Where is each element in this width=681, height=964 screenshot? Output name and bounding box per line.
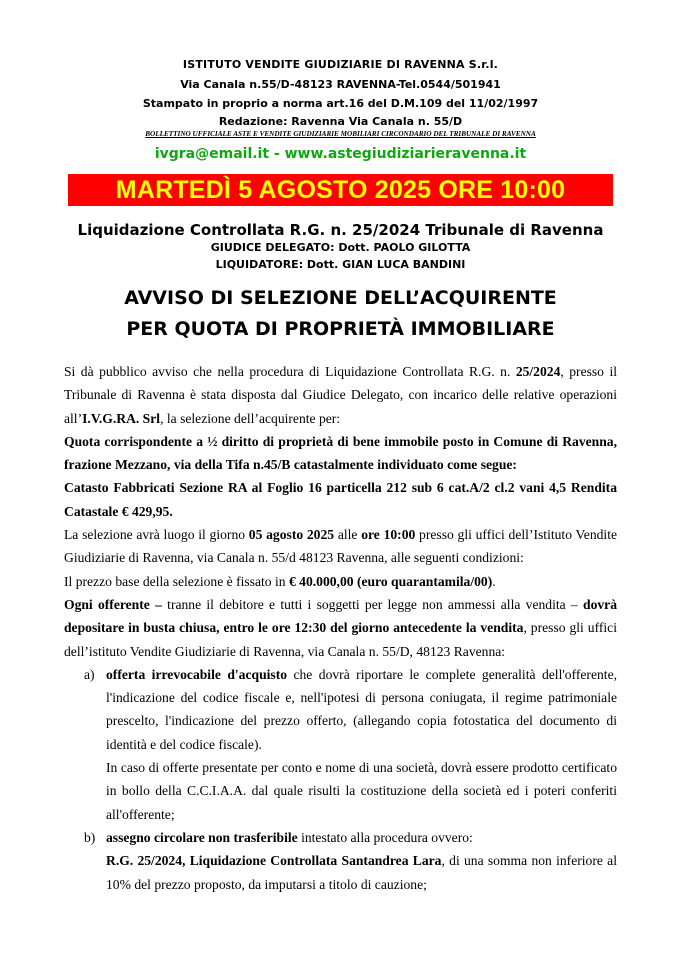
list-item-a — [64, 663, 617, 826]
text-run: Il prezzo base della selezione è fissato in — [64, 573, 289, 589]
text-run: Si dà pubblico avviso che nella procedura di Liquidazione Controllata R.G. n. — [64, 364, 516, 379]
printing-note: Stampato in proprio a norma art.16 del D.M.109 del 11/02/1997 — [142, 97, 539, 110]
text-run: dovrà — [583, 596, 617, 612]
notice-body — [64, 360, 617, 896]
company-address: Via Canala n.55/D-48123 RAVENNA-Tel.0544/501941 — [180, 78, 501, 91]
text-run: R.G. 25/2024, Liquidazione Controllata Santandrea Lara — [106, 853, 442, 869]
list-marker: a) — [84, 666, 95, 682]
text-run: tranne il debitore e tutti i soggetti per legge non ammessi alla vendita – — [161, 596, 584, 612]
text-run: intestato alla procedura ovvero: — [297, 829, 473, 845]
list-marker: b) — [84, 829, 96, 845]
sale-time: ore 10:00 — [361, 527, 416, 543]
notice-title-line-1: AVVISO DI SELEZIONE DELL’ACQUIRENTE — [124, 287, 557, 309]
text-run: all’ — [64, 410, 83, 426]
text-run: assegno circolare non trasferibile — [106, 829, 298, 845]
procedure-title: Liquidazione Controllata R.G. n. 25/2024 Tribunale di Ravenna — [77, 221, 604, 239]
body-line — [106, 663, 617, 686]
body-line: 10% del prezzo proposto, da imputarsi a titolo di cauzione; — [106, 876, 427, 892]
quota-line: frazione Mezzano, via della Tifa n.45/B catastalmente individuato come segue: — [64, 457, 517, 473]
contact-line: ivgra@email.it - www.astegiudiziarieravenna.it — [154, 146, 527, 162]
company-acronym: I.V.G.RA. Srl — [82, 410, 161, 426]
company-name: ISTITUTO VENDITE GIUDIZIARIE DI RAVENNA S.r.l. — [182, 58, 499, 71]
auction-date-banner: MARTEDÌ 5 AGOSTO 2025 ORE 10:00 — [68, 174, 613, 206]
text-run: Ogni offerente – — [64, 596, 162, 612]
cadastral-line: Catastale € 429,95. — [64, 503, 173, 519]
body-line — [64, 570, 617, 593]
body-line — [64, 616, 617, 639]
body-line — [64, 360, 617, 383]
body-line — [64, 407, 617, 430]
text-run: . — [492, 573, 496, 589]
text-run: alle — [334, 527, 362, 543]
text-run: offerta irrevocabile d'acquisto — [106, 666, 288, 682]
body-line — [106, 849, 617, 872]
text-run: che dovrà riportare le complete generalità dell'offerente, — [287, 666, 617, 682]
list-item-b — [64, 826, 617, 896]
liquidator: LIQUIDATORE: Dott. GIAN LUCA BANDINI — [215, 258, 466, 271]
body-line: dell’istituto Vendite Giudiziarie di Ravenna, via Canala n. 55/D, 48123 Ravenna: — [64, 643, 506, 659]
text-run: , di una somma non inferiore al — [441, 853, 617, 869]
body-line: prescelto, l'indicazione del prezzo offerto, (allegando copia fotostatica del documento di — [106, 713, 617, 729]
notice-title-line-2: PER QUOTA DI PROPRIETÀ IMMOBILIARE — [126, 318, 555, 340]
procedure-number: 25/2024 — [515, 364, 561, 379]
bulletin-line: BOLLETTINO UFFICIALE ASTE E VENDITE GIUDIZIARIE MOBILIARI CIRCONDARIO DEL TRIBUNALE DI RAVENNA — [145, 130, 536, 138]
body-line: identità e del codice fiscale). — [106, 736, 262, 752]
text-run: , la selezione dell’acquirente per: — [160, 410, 341, 426]
body-line: Giudiziarie di Ravenna, via Canala n. 55/d 48123 Ravenna, alle seguenti condizioni: — [64, 550, 524, 566]
body-line: in bollo della C.C.I.A.A. dal quale risulti la costituzione della società ed i poteri conferiti — [106, 783, 617, 799]
text-run: , presso gli uffici — [523, 620, 617, 636]
body-line — [64, 523, 617, 546]
body-line: l'indicazione del codice fiscale e, nell'ipotesi di persona coniugata, il regime patrimoniale — [106, 690, 617, 706]
deposit-deadline: depositare in busta chiusa, entro le ore 12:30 del giorno antecedente la vendita — [64, 620, 524, 636]
body-line: In caso di offerte presentate per conto e nome di una società, dovrà essere prodotto certificato — [106, 760, 617, 776]
sale-date: 05 agosto 2025 — [248, 527, 335, 543]
delegated-judge: GIUDICE DELEGATO: Dott. PAOLO GILOTTA — [210, 241, 471, 254]
editorial-office: Redazione: Ravenna Via Canala n. 55/D — [218, 115, 463, 128]
base-price: € 40.000,00 (euro quarantamila/00) — [288, 573, 493, 589]
body-line — [64, 593, 617, 616]
text-run: presso gli uffici dell’Istituto Vendite — [415, 527, 618, 543]
text-run: La selezione avrà luogo il giorno — [64, 527, 249, 543]
cadastral-line: Catasto Fabbricati Sezione RA al Foglio 16 particella 212 sub 6 cat.A/2 cl.2 vani 4,5 Rendita — [64, 480, 617, 496]
body-line — [106, 826, 617, 849]
text-run: , presso il — [560, 364, 617, 379]
quota-line: Quota corrispondente a ½ diritto di proprietà di bene immobile posto in Comune di Ravenna, — [64, 433, 617, 449]
body-line: Tribunale di Ravenna è stata disposta dal Giudice Delegato, con incarico delle relative operazioni — [64, 387, 617, 403]
body-line: all'offerente; — [106, 806, 175, 822]
